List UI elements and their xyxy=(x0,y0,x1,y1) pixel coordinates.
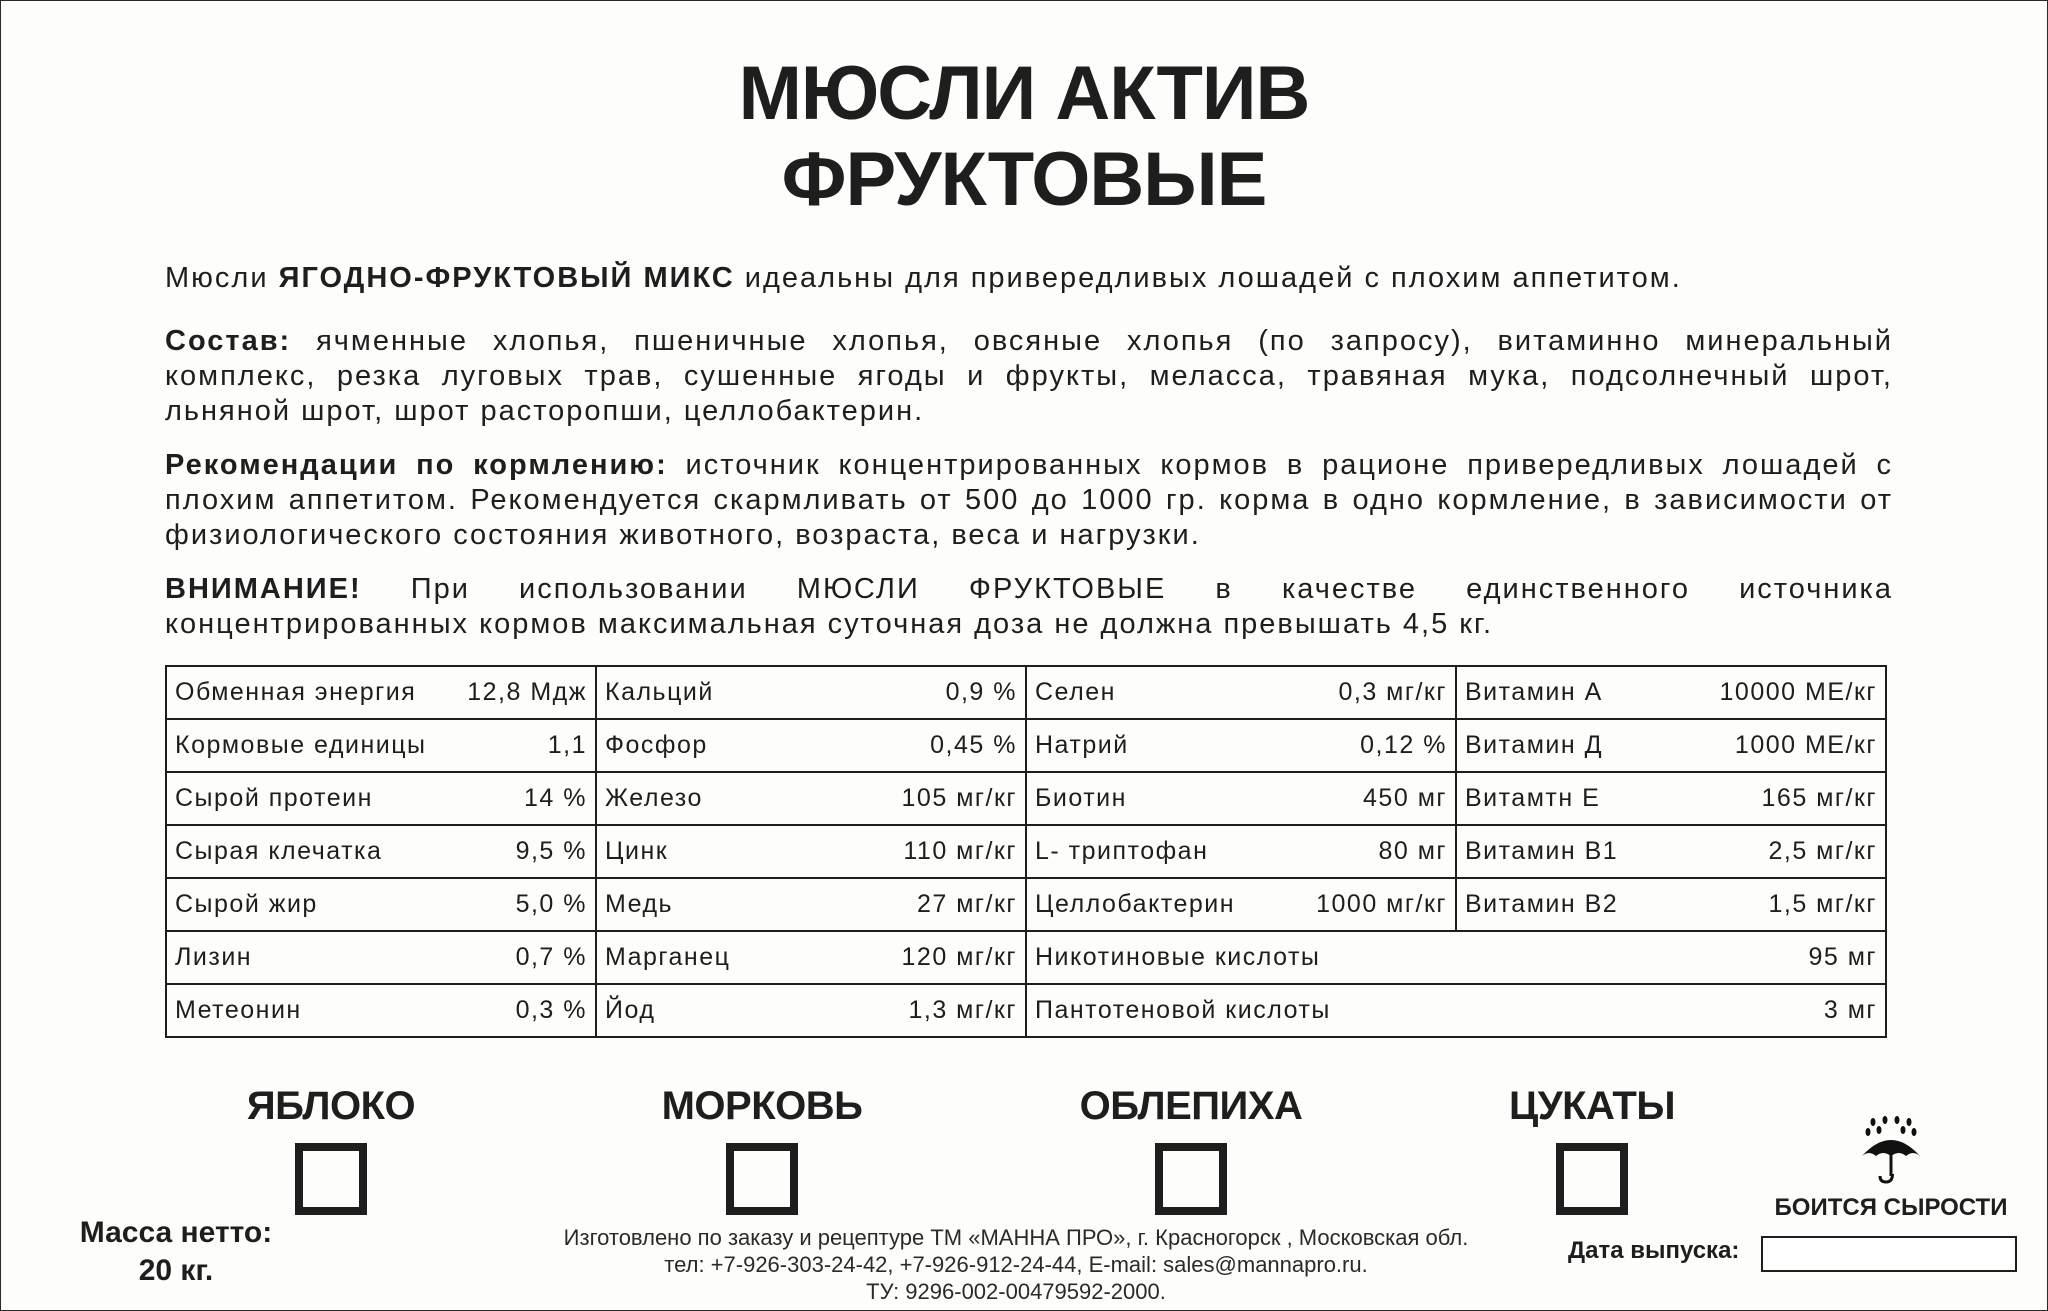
table-row xyxy=(166,984,1886,1037)
nutrient-name: Витамин В1 xyxy=(1465,837,1619,865)
recommendations-paragraph xyxy=(165,448,1893,553)
footer-line-1: Изготовлено по заказу и рецептуре ТМ «МАННА ПРО», г. Красногорск , Московская обл. xyxy=(563,1225,1469,1250)
table-row xyxy=(166,719,1886,772)
recommendations-label: Рекомендации по кормлению: xyxy=(165,449,668,481)
nutrient-value: 10000 МЕ/кг xyxy=(1719,678,1877,706)
flavor-label: ЯБЛОКО xyxy=(246,1084,416,1128)
nutrient-name: Витамин В2 xyxy=(1465,890,1619,918)
nutrient-name: Натрий xyxy=(1035,731,1129,759)
table-cell xyxy=(1026,719,1456,772)
nutrient-name: Кальций xyxy=(605,678,714,706)
intro-paragraph xyxy=(165,261,1893,296)
warning-paragraph xyxy=(165,572,1893,642)
table-cell xyxy=(596,931,1026,984)
nutrient-value: 0,9 % xyxy=(945,678,1017,706)
net-weight-label: Масса нетто: xyxy=(79,1216,273,1249)
nutrient-value: 1,1 xyxy=(547,731,587,759)
nutrient-name: Метеонин xyxy=(175,996,302,1024)
intro-post: идеальны для привередливых лошадей с плохим аппетитом. xyxy=(734,262,1682,294)
flavor-checkbox[interactable] xyxy=(1155,1143,1227,1215)
title-line-2: ФРУКТОВЫЕ xyxy=(781,137,1267,222)
table-cell xyxy=(166,931,596,984)
product-title xyxy=(1,51,2047,223)
nutrient-name: Кормовые единицы xyxy=(175,731,427,759)
table-cell xyxy=(166,772,596,825)
footer-line-3: ТУ: 9296-002-00479592-2000. xyxy=(866,1279,1166,1304)
recommendations-text: источник концентрированных кормов в рационе привередливых лошадей с плохим аппетитом. Рекомендуется скармливать от 500 до 1000 гр. корма в одно кормление, в зависимости от физиологического состояния животного, возраста, веса и нагрузки. xyxy=(165,449,1893,551)
nutrient-value: 0,3 мг/кг xyxy=(1338,678,1447,706)
flavor-label: МОРКОВЬ xyxy=(661,1084,863,1128)
table-row xyxy=(166,878,1886,931)
table-row xyxy=(166,825,1886,878)
composition-paragraph xyxy=(165,324,1893,429)
nutrient-name: Сырой жир xyxy=(175,890,318,918)
nutrient-name: Железо xyxy=(605,784,703,812)
table-cell xyxy=(1456,666,1886,719)
nutrient-value: 12,8 Мдж xyxy=(467,678,587,706)
net-weight xyxy=(51,1214,301,1290)
nutrient-name: Лизин xyxy=(175,943,253,971)
nutrient-value: 0,7 % xyxy=(515,943,587,971)
table-cell xyxy=(166,825,596,878)
release-date-label: Дата выпуска: xyxy=(1568,1237,1740,1264)
nutrient-name: Сырой протеин xyxy=(175,784,373,812)
nutrient-value: 14 % xyxy=(524,784,587,812)
nutrient-name: Целлобактерин xyxy=(1035,890,1236,918)
nutrient-name: Никотиновые кислоты xyxy=(1035,943,1321,971)
flavor-candied-fruit xyxy=(1472,1081,1712,1215)
nutrient-name: Марганец xyxy=(605,943,731,971)
title-line-1: МЮСЛИ АКТИВ xyxy=(738,51,1310,136)
table-cell xyxy=(1026,878,1456,931)
nutrient-value: 0,12 % xyxy=(1360,731,1447,759)
nutrient-name: Обменная энергия xyxy=(175,678,417,706)
table-cell xyxy=(1456,825,1886,878)
nutrient-value: 2,5 мг/кг xyxy=(1768,837,1877,865)
keep-dry-warning xyxy=(1761,1116,2021,1222)
nutrient-value: 1000 мг/кг xyxy=(1316,890,1447,918)
table-cell xyxy=(1456,719,1886,772)
nutrient-name: Сырая клечатка xyxy=(175,837,383,865)
table-cell xyxy=(596,666,1026,719)
table-cell xyxy=(596,825,1026,878)
nutrient-value: 1000 МЕ/кг xyxy=(1734,731,1877,759)
nutrition-table xyxy=(165,665,1887,1038)
table-cell xyxy=(1026,984,1886,1037)
nutrient-name: Фосфор xyxy=(605,731,708,759)
warning-label: ВНИМАНИЕ! xyxy=(165,573,362,605)
table-cell xyxy=(166,984,596,1037)
nutrient-value: 105 мг/кг xyxy=(901,784,1017,812)
nutrient-name: Селен xyxy=(1035,678,1116,706)
nutrient-name: Витамин А xyxy=(1465,678,1603,706)
nutrient-value: 95 мг xyxy=(1808,943,1877,971)
intro-pre: Мюсли xyxy=(165,262,279,294)
table-cell xyxy=(1026,666,1456,719)
nutrient-name: L- триптофан xyxy=(1035,837,1209,865)
release-date-field[interactable] xyxy=(1761,1236,2017,1272)
table-cell xyxy=(596,984,1026,1037)
keep-dry-label: БОИТСЯ СЫРОСТИ xyxy=(1774,1194,2008,1221)
nutrient-value: 5,0 % xyxy=(515,890,587,918)
flavor-checkbox[interactable] xyxy=(295,1143,367,1215)
flavor-checkbox[interactable] xyxy=(726,1143,798,1215)
nutrient-value: 120 мг/кг xyxy=(901,943,1017,971)
table-row xyxy=(166,666,1886,719)
nutrient-value: 27 мг/кг xyxy=(916,890,1017,918)
table-cell xyxy=(166,719,596,772)
nutrient-name: Витамтн Е xyxy=(1465,784,1601,812)
flavor-apple xyxy=(211,1081,451,1215)
nutrient-name: Цинк xyxy=(605,837,669,865)
net-weight-value: 20 кг. xyxy=(138,1254,214,1287)
nutrient-name: Йод xyxy=(605,996,656,1024)
table-cell xyxy=(1026,931,1886,984)
table-cell xyxy=(596,772,1026,825)
flavor-label: ОБЛЕПИХА xyxy=(1079,1084,1303,1128)
nutrient-name: Биотин xyxy=(1035,784,1127,812)
warning-text: При использовании МЮСЛИ ФРУКТОВЫЕ в качестве единственного источника концентрированных кормов максимальная суточная доза не должна превышать 4,5 кг. xyxy=(165,573,1893,640)
manufacturer-info xyxy=(431,1224,1601,1305)
flavor-checkbox[interactable] xyxy=(1556,1143,1628,1215)
nutrient-name: Пантотеновой кислоты xyxy=(1035,996,1331,1024)
nutrient-value: 110 мг/кг xyxy=(903,837,1017,865)
nutrient-value: 0,45 % xyxy=(930,731,1017,759)
nutrient-value: 450 мг xyxy=(1363,784,1447,812)
nutrient-value: 9,5 % xyxy=(515,837,587,865)
table-cell xyxy=(1456,772,1886,825)
nutrient-value: 1,5 мг/кг xyxy=(1768,890,1877,918)
composition-label: Состав: xyxy=(165,325,292,357)
table-cell xyxy=(596,878,1026,931)
table-cell xyxy=(1026,772,1456,825)
nutrient-value: 80 мг xyxy=(1378,837,1447,865)
nutrient-value: 3 мг xyxy=(1823,996,1877,1024)
umbrella-rain-icon xyxy=(1856,1116,1926,1186)
nutrient-name: Витамин Д xyxy=(1465,731,1604,759)
table-cell xyxy=(1456,878,1886,931)
nutrient-value: 165 мг/кг xyxy=(1761,784,1877,812)
flavor-sea-buckthorn xyxy=(1071,1081,1311,1215)
intro-bold: ЯГОДНО-ФРУКТОВЫЙ МИКС xyxy=(278,262,735,294)
table-row xyxy=(166,931,1886,984)
footer-line-2: тел: +7-926-303-24-42, +7-926-912-24-44, E-mail: sales@mannapro.ru. xyxy=(664,1252,1368,1277)
nutrient-value: 0,3 % xyxy=(515,996,587,1024)
table-cell xyxy=(596,719,1026,772)
table-cell xyxy=(1026,825,1456,878)
nutrient-value: 1,3 мг/кг xyxy=(908,996,1017,1024)
flavor-carrot xyxy=(642,1081,882,1215)
table-cell xyxy=(166,878,596,931)
composition-text: ячменные хлопья, пшеничные хлопья, овсяные хлопья (по запросу), витаминно минеральный комплекс, резка луговых трав, сушенные ягоды и фрукты, меласса, травяная мука, подсолнечный шрот, льняной шрот, шрот расторопши, целлобактерин. xyxy=(165,325,1893,427)
nutrient-name: Медь xyxy=(605,890,674,918)
table-row xyxy=(166,772,1886,825)
flavor-label: ЦУКАТЫ xyxy=(1508,1084,1675,1128)
table-cell xyxy=(166,666,596,719)
